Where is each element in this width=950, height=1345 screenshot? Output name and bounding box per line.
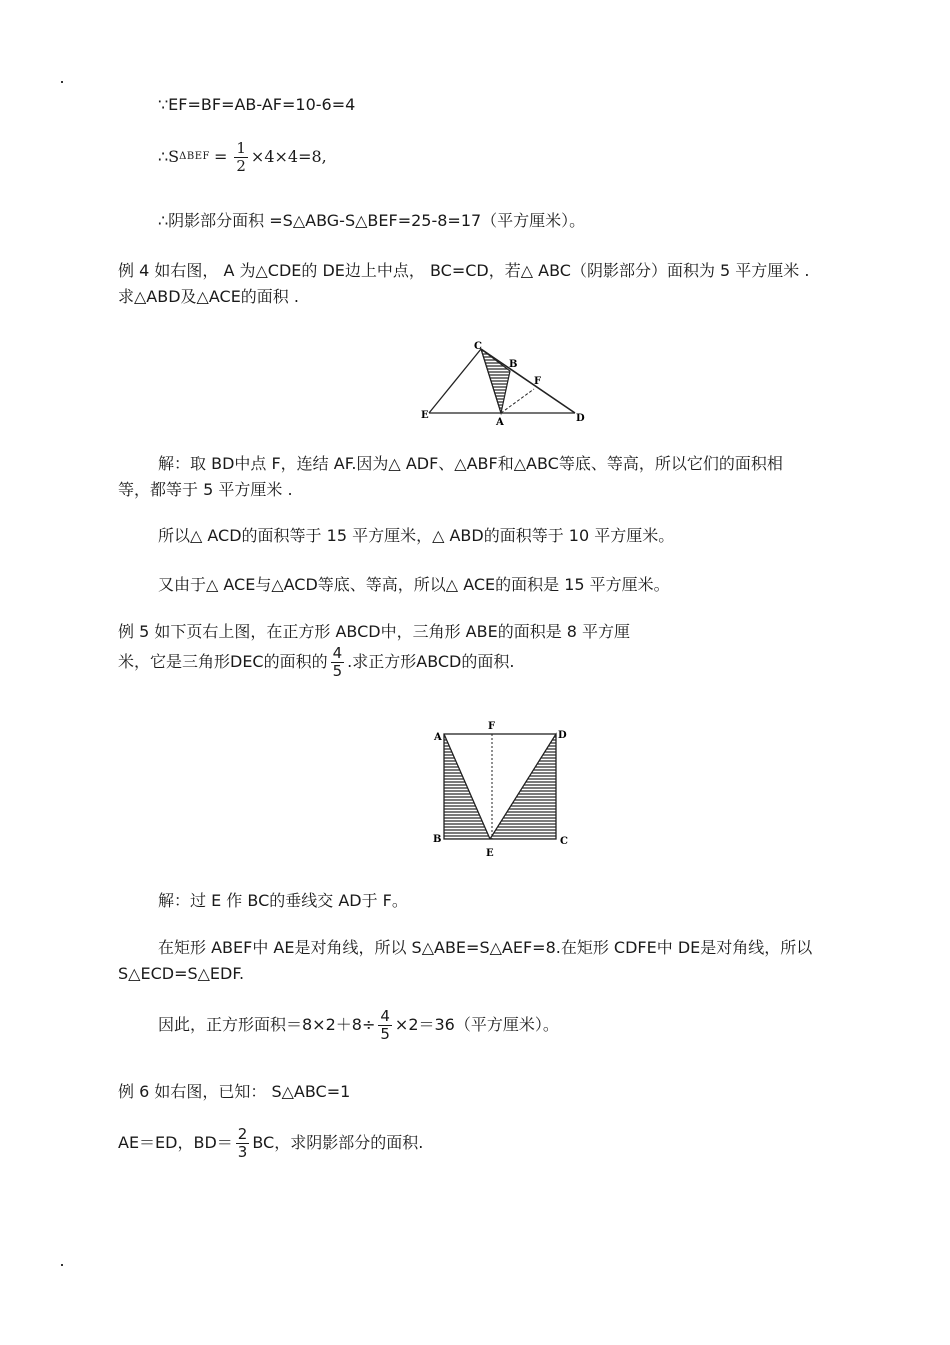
label-d: D — [576, 413, 585, 424]
example5-solution-line2: 在矩形 ABEF中 AE是对角线，所以 S△ABE=S△AEF=8.在矩形 CDFE中 DE是对角线，所以 — [158, 938, 813, 957]
s-bef-subscript: ΔBEF — [179, 151, 210, 163]
fraction-numerator: 2 — [237, 1125, 248, 1143]
example5-text-b: .求正方形ABCD的面积. — [347, 652, 515, 672]
example4-question-line1: 例 4 如右图， A 为△CDE的 DE边上中点， BC=CD，若△ ABC（阴影部分）面积为 5 平方厘米 . — [118, 261, 810, 280]
label-f: F — [534, 376, 542, 387]
example5-question-line1: 例 5 如下页右上图，在正方形 ABCD中，三角形 ABE的面积是 8 平方厘 — [118, 622, 631, 641]
fraction-denominator: 3 — [237, 1142, 248, 1161]
example6-question-line1: 例 6 如右图，已知： S△ABC=1 — [118, 1082, 351, 1101]
example5-solution-line4 — [158, 1008, 559, 1042]
figure-triangle-cde — [415, 338, 595, 428]
fraction-two-thirds — [236, 1126, 250, 1160]
fraction-numerator: 4 — [332, 644, 343, 662]
label-a: A — [496, 417, 504, 428]
label-c: C — [474, 341, 482, 352]
example6-text-a: AE＝ED，BD＝ — [118, 1133, 233, 1153]
label-f: F — [488, 721, 496, 732]
example4-solution-line3: 所以△ ACD的面积等于 15 平方厘米，△ ABD的面积等于 10 平方厘米。 — [158, 526, 675, 545]
example4-solution-line4: 又由于△ ACE与△ACD等底、等高，所以△ ACE的面积是 15 平方厘米。 — [158, 575, 670, 594]
fraction-denominator: 2 — [236, 156, 246, 175]
fraction-denominator: 5 — [332, 661, 343, 680]
line-ef-bf: ∵EF=BF=AB-AF=10-6=4 — [158, 95, 356, 114]
example4-question-line2: 求△ABD及△ACE的面积 . — [118, 287, 299, 306]
example6-question-line2 — [118, 1126, 423, 1160]
s-bef-prefix: ∴S — [158, 147, 180, 167]
label-d: D — [558, 730, 567, 741]
label-e: E — [486, 848, 494, 859]
label-b: B — [433, 834, 442, 845]
solution5-text-b: ×2＝36（平方厘米）。 — [394, 1015, 559, 1035]
s-bef-rest: ×4×4=8, — [250, 147, 327, 167]
label-a: A — [434, 732, 442, 743]
example4-solution-line1: 解：取 BD中点 F，连结 AF.因为△ ADF、△ABF和△ABC等底、等高，所以它们的面积相 — [158, 454, 783, 473]
example4-solution-line2: 等，都等于 5 平方厘米 . — [118, 480, 293, 499]
label-c: C — [560, 836, 568, 847]
fraction-four-fifths — [331, 645, 345, 679]
fraction-numerator: 4 — [380, 1007, 390, 1025]
fraction-denominator: 5 — [380, 1024, 390, 1043]
fraction-half — [234, 140, 248, 174]
page-dot-top — [61, 81, 63, 83]
figure-square-abcd — [428, 718, 578, 862]
fraction-four-fifths — [378, 1008, 392, 1042]
example6-text-b: BC，求阴影部分的面积. — [252, 1133, 424, 1153]
solution5-text-a: 因此，正方形面积＝8×2＋8÷ — [158, 1015, 376, 1035]
example5-text-a: 米，它是三角形DEC的面积的 — [118, 652, 328, 672]
s-bef-equals: = — [213, 147, 228, 167]
label-b: B — [509, 359, 518, 370]
example5-question-line2 — [118, 645, 514, 679]
label-e: E — [421, 410, 429, 421]
line-shadow-area: ∴阴影部分面积 =S△ABG-S△BEF=25-8=17（平方厘米）。 — [158, 211, 586, 230]
page-dot-bottom — [61, 1264, 63, 1266]
line-s-bef — [158, 140, 327, 174]
fraction-numerator: 1 — [236, 139, 246, 157]
example5-solution-line3: S△ECD=S△EDF. — [118, 964, 245, 983]
segment-ec — [429, 349, 481, 413]
example5-solution-line1: 解：过 E 作 BC的垂线交 AD于 F。 — [158, 891, 408, 910]
